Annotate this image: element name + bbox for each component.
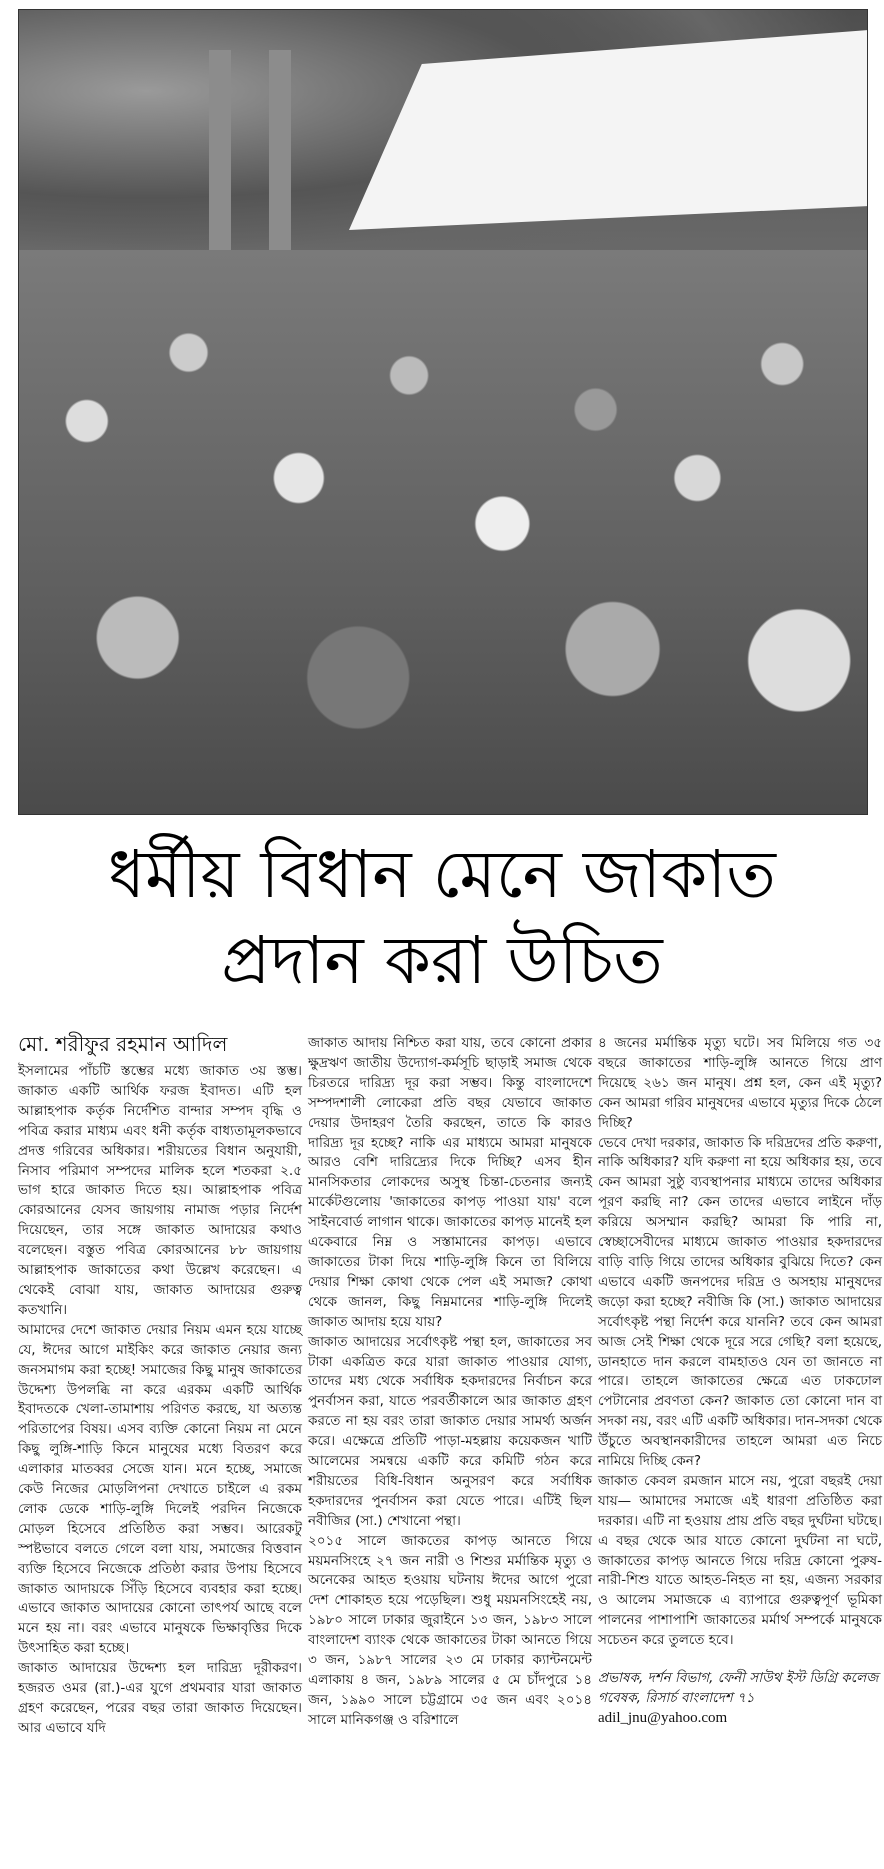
paragraph: ৪ জনের মর্মান্তিক মৃত্যু ঘটে। সব মিলিয়ে গত ৩৫ বছরে জাকাতের শাড়ি-লুঙ্গি আনতে গিয়ে প্রাণ দিয়েছে ২৬১ জন মানুষ। প্রশ্ন হল, কেন এই মৃত্যু? কেন আমরা গরিব মানুষদের এভাবে মৃত্যুর দিকে ঠেলে দিচ্ছি? xyxy=(598,1035,882,1131)
paragraph: জাকাত আদায় নিশ্চিত করা যায়, তবে কোনো প্রকার ক্ষুদ্রঋণ জাতীয় উদ্যোগ-কর্মসূচি ছাড়াই সমাজ থেকে চিরতরে দারিদ্র্য দূর করা সম্ভব। কিন্তু বাংলাদেশে সম্পদশালী লোকেরা প্রতি বছর যেভাবে জাকাত দেয়ার উদাহরণ তৈরি করছেন, তাতে কি কারও দারিদ্র্য দূর হচ্ছে? নাকি এর মাধ্যমে আমরা মানুষকে আরও বেশি দারিদ্র্যের দিকে দিচ্ছি? এসব হীন মানসিকতার লোকদের অসুস্থ চিন্তা-চেতনার জন্যই মার্কেটগুলোয় 'জাকাতের কাপড় পাওয়া যায়' বলে সাইনবোর্ড লাগান থাকে। জাকাতের কাপড় মানেই হল একেবারে নিম্ন ও সস্তামানের কাপড়। এভাবে জাকাতের টাকা দিয়ে শাড়ি-লুঙ্গি কিনে তা বিলিয়ে দেয়ার শিক্ষা কোথা থেকে পেল এই সমাজ? কোথা থেকে জানল, কিছু নিম্নমানের শাড়ি-লুঙ্গি দিলেই জাকাত আদায় হয়ে যায়? xyxy=(308,1035,592,1330)
article-column-2 xyxy=(308,1034,592,1731)
paragraph: আমাদের দেশে জাকাত দেয়ার নিয়ম এমন হয়ে যাচ্ছে যে, ঈদের আগে মাইকিং করে জাকাত নেয়ার জন্য জনসমাগম করা হচ্ছে! সমাজের কিছু মানুষ জাকাতের উদ্দেশ্য উপলব্ধি না করে এরকম একটি আর্থিক ইবাদতকে খেলা-তামাশায় পরিণত করছে, যা অত্যন্ত পরিতাপের বিষয়। এসব ব্যক্তি কোনো নিয়ম না মেনে কিছু লুঙ্গি-শাড়ি কিনে মানুষের মধ্যে বিতরণ করে এলাকার মাতব্বর সেজে যান। মনে হচ্ছে, সমাজে কেউ নিজের মোড়লিপনা দেখাতে চাইলে এ রকম লোক ডেকে শাড়ি-লুঙ্গি দিলেই পরদিন নিজেকে মোড়ল হিসেবে প্রতিষ্ঠিত করা সম্ভব। আরেকটু স্পষ্টভাবে বলতে গেলে বলা যায়, সমাজের বিত্তবান ব্যক্তি হিসেবে নিজেকে প্রতিষ্ঠা করার উপায় হিসেবে জাকাত আদায়কে সিঁড়ি হিসেবে ব্যবহার করা হচ্ছে। এভাবে জাকাত আদায়ের কোনো তাৎপর্য আছে বলে মনে হয় না। বরং এভাবে মানুষকে ভিক্ষাবৃত্তির দিকে উৎসাহিত করা হচ্ছে। xyxy=(18,1321,302,1657)
author-info xyxy=(598,1669,882,1709)
photo-crowd xyxy=(19,250,867,815)
headline-line-1: ধর্মীয় বিধান মেনে জাকাত xyxy=(108,836,776,913)
author-byline: মো. শরীফুর রহমান আদিল xyxy=(18,1032,228,1056)
author-position: প্রভাষক, দর্শন বিভাগ, ফেনী সাউথ ইস্ট ডিগ্রি কলেজ xyxy=(598,1670,879,1687)
author-email: adil_jnu@yahoo.com xyxy=(598,1709,728,1726)
paragraph: জাকাত আদায়ের সর্বোৎকৃষ্ট পন্থা হল, জাকাতের সব টাকা একত্রিত করে যারা জাকাত পাওয়ার যোগ্য, তাদের মধ্য থেকে সর্বাধিক হকদারদের নির্বাচন করে পুনর্বাসন করা, যাতে পরবর্তীকালে আর জাকাত গ্রহণ করতে না হয় বরং তারা জাকাত দেয়ার সামর্থ্য অর্জন করে। এক্ষেত্রে প্রতিটি পাড়া-মহল্লায় কয়েকজন খাটি আলেমের সমন্বয়ে একটি করে কমিটি গঠন করে শরীয়তের বিধি-বিধান অনুসরণ করে সর্বাধিক হকদারদের পুনর্বাসন করা যেতে পারে। এটিই ছিল নবীজির (সা.) শেখানো পন্থা। xyxy=(308,1333,592,1529)
article-column-1 xyxy=(18,1030,302,1739)
headline-line-2: প্রদান করা উচিত xyxy=(221,922,663,999)
paragraph: জাকাত আদায়ের উদ্দেশ্য হল দারিদ্র্য দূরীকরণ। হজরত ওমর (রা.)-এর যুগে প্রথমবার যারা জাকাত গ্রহণ করেছেন, পরের বছর তারা জাকাত দিয়েছেন। আর এভাবে যদি xyxy=(18,1660,302,1736)
paragraph: জাকাত কেবল রমজান মাসে নয়, পুরো বছরই দেয়া যায়— আমাদের সমাজে এই ধারণা প্রতিষ্ঠিত করা দরকার। এটি না হওয়ায় প্রায় প্রতি বছর দুর্ঘটনা ঘটছে। এ বছর থেকে আর যাতে কোনো দুর্ঘটনা না ঘটে, জাকাতের কাপড় আনতে গিয়ে দরিদ্র কোনো পুরুষ-নারী-শিশু যাতে আহত-নিহত না হয়, এজন্য সরকার ও আলেম সমাজকে এ ব্যাপারে গুরুত্বপূর্ণ ভূমিকা পালনের পাশাপাশি জাকাতের মর্মার্থ সম্পর্কে মানুষকে সচেতন করে তুলতে হবে। xyxy=(598,1472,882,1649)
headline xyxy=(0,832,884,1004)
paragraph: ইসলামের পাঁচটি স্তম্ভের মধ্যে জাকাত ৩য় স্তম্ভ। জাকাত একটি আর্থিক ফরজ ইবাদত। এটি হল আল্লাহপাক কর্তৃক নির্দেশিত বান্দার সম্পদ বৃদ্ধি ও পবিত্র করার মাধ্যম এবং ধনী কর্তৃক বাধ্যতামূলকভাবে প্রদত্ত গরিবের অধিকার। শরীয়তের বিধান অনুযায়ী, নিসাব পরিমাণ সম্পদের মালিক হলে শতকরা ২.৫ ভাগ হারে জাকাত দিতে হয়। আল্লাহপাক পবিত্র কোরআনের যেসব জায়গায় নামাজ পড়ার নির্দেশ দিয়েছেন, তার সঙ্গে জাকাত আদায়ের কথাও বলেছেন। বস্তুত পবিত্র কোরআনের ৮৮ জায়গায় আল্লাহপাক জাকাতের কথা উল্লেখ করেছেন। এ থেকেই বোঝা যায়, জাকাত আদায়ের গুরুত্ব কতখানি। xyxy=(18,1063,302,1318)
article-column-3 xyxy=(598,1034,882,1729)
article-photo xyxy=(18,9,868,815)
paragraph: ভেবে দেখা দরকার, জাকাত কি দরিদ্রদের প্রতি করুণা, নাকি অধিকার? যদি করুণা না হয়ে অধিকার হয়, তবে কেন আমরা সুষ্ঠু ব্যবস্থাপনার মাধ্যমে তাদের অধিকার পূরণ করছি না? কেন তাদের এভাবে লাইনে দাঁড় করিয়ে অসম্মান করছি? আমরা কি পারি না, স্বেচ্ছাসেবীদের মাধ্যমে জাকাত পাওয়ার হকদারদের বাড়ি বাড়ি গিয়ে তাদের অধিকার বুঝিয়ে দিতে? কেন এভাবে একটি জনপদের দরিদ্র ও অসহায় মানুষদের জড়ো করা হচ্ছে? নবীজি কি (সা.) জাকাত আদায়ের সর্বোৎকৃষ্ট পন্থা নির্দেশ করে যাননি? তবে কেন আমরা আজ সেই শিক্ষা থেকে দূরে সরে গেছি? বলা হয়েছে, ডানহাতে দান করলে বামহাতও যেন তা জানতে না পারে। তাহলে জাকাতের ক্ষেত্রে এত ঢাকঢোল পেটানোর প্রবণতা কেন? জাকাত তো কোনো দান বা সদকা নয়, বরং এটি একটি অধিকার। দান-সদকা থেকে উঁচুতে অবস্থানকারীদের তাহলে আমরা এত নিচে নামিয়ে দিচ্ছি কেন? xyxy=(598,1134,883,1470)
author-research: গবেষক, রিসার্চ বাংলাদেশ ৭১ xyxy=(598,1690,755,1706)
paragraph: ২০১৫ সালে জাকতের কাপড় আনতে গিয়ে ময়মনসিংহে ২৭ জন নারী ও শিশুর মর্মান্তিক মৃত্যু ও অনেকের আহত হওয়ায় ঘটনায় ঈদের আগে পুরো দেশ শোকাহত হয়ে পড়েছিল। শুধু ময়মনসিংহেই নয়, ১৯৮০ সালে ঢাকার জুরাইনে ১৩ জন, ১৯৮৩ সালে বাংলাদেশ ব্যাংক থেকে জাকাতের টাকা আনতে গিয়ে ৩ জন, ১৯৮৭ সালের ২৩ মে ঢাকার ক্যান্টনমেন্ট এলাকায় ৪ জন, ১৯৮৯ সালের ৫ মে চাঁদপুরে ১৪ জন, ১৯৯০ সালে চট্টগ্রামে ৩৫ জন এবং ২০১৪ সালে মানিকগঞ্জ ও বরিশালে xyxy=(308,1532,592,1728)
